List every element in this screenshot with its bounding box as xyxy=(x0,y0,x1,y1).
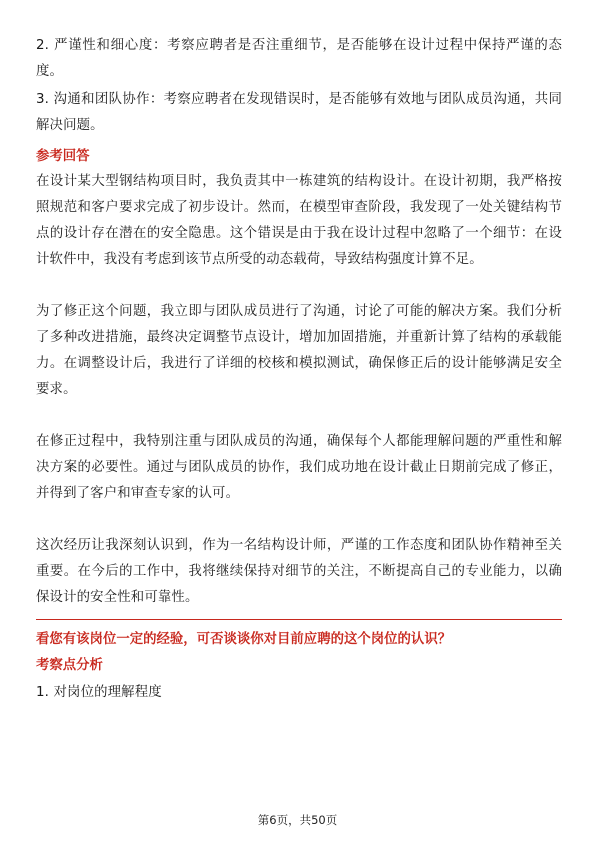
section-divider xyxy=(36,619,562,620)
reference-answer-heading: 参考回答 xyxy=(36,149,90,164)
analysis-heading: 考察点分析 xyxy=(36,658,103,673)
analysis-point: 1. 对岗位的理解程度 xyxy=(36,685,162,700)
criterion-item: 2. 严谨性和细心度：考察应聘者是否注重细节，是否能够在设计过程中保持严谨的态度。 xyxy=(36,38,562,79)
answer-paragraph: 在修正过程中，我特别注重与团队成员的沟通，确保每个人都能理解问题的严重性和解决方案的必要性。通过与团队成员的协作，我们成功地在设计截止日期前完成了修正，并得到了客户和审查专家的认可。 xyxy=(36,434,562,501)
page-content xyxy=(36,33,562,706)
answer-paragraph: 为了修正这个问题，我立即与团队成员进行了沟通，讨论了可能的解决方案。我们分析了多种改进措施，最终决定调整节点设计，增加加固措施，并重新计算了结构的承载能力。在调整设计后，我进行了详细的校核和模拟测试，确保修正后的设计能够满足安全要求。 xyxy=(36,304,562,397)
criterion-item: 3. 沟通和团队协作：考察应聘者在发现错误时，是否能够有效地与团队成员沟通，共同解决问题。 xyxy=(36,92,562,133)
page-footer: 第6页，共50页 xyxy=(257,813,338,827)
answer-paragraph: 这次经历让我深刻认识到，作为一名结构设计师，严谨的工作态度和团队协作精神至关重要。在今后的工作中，我将继续保持对细节的关注，不断提高自己的专业能力，以确保设计的安全性和可靠性。 xyxy=(36,538,562,605)
answer-paragraph: 在设计某大型钢结构项目时，我负责其中一栋建筑的结构设计。在设计初期，我严格按照规范和客户要求完成了初步设计。然而，在模型审查阶段，我发现了一处关键结构节点的设计存在潜在的安全隐患。这个错误是由于我在设计过程中忽略了一个细节：在设计软件中，我没有考虑到该节点所受的动态载荷，导致结构强度计算不足。 xyxy=(36,174,562,267)
question-heading: 看您有该岗位一定的经验，可否谈谈你对目前应聘的这个岗位的认识？ xyxy=(36,632,452,647)
